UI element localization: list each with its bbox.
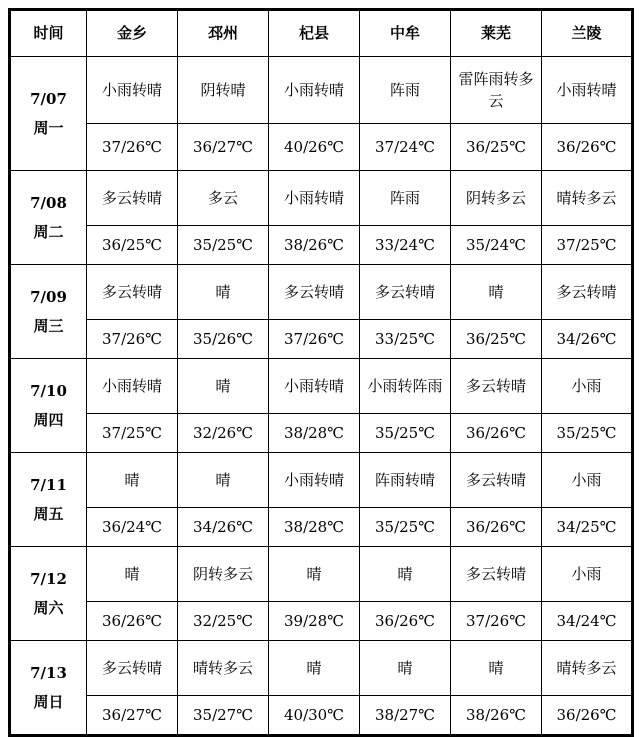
table-row [10,453,633,508]
temp-cell: 35/25℃ [178,226,269,265]
temp-cell: 35/24℃ [451,226,542,265]
weather-cell: 小雨转晴 [87,359,178,414]
temp-cell: 36/27℃ [87,696,178,736]
temp-cell: 37/25℃ [87,414,178,453]
temp-cell: 36/26℃ [542,696,633,736]
temp-cell: 37/26℃ [269,320,360,359]
weather-cell: 晴 [451,641,542,696]
weather-cell: 多云转晴 [451,359,542,414]
weather-cell: 多云转晴 [269,265,360,320]
temp-cell: 37/25℃ [542,226,633,265]
table-row [10,508,633,547]
temp-cell: 35/25℃ [542,414,633,453]
temp-cell: 39/28℃ [269,602,360,641]
weather-cell: 阵雨 [360,171,451,226]
header-city-pizhou: 邳州 [178,10,269,57]
temp-cell: 36/26℃ [451,414,542,453]
date-label: 7/11 [30,476,67,494]
weekday-label: 周六 [33,598,64,617]
temp-cell: 37/26℃ [87,320,178,359]
temp-cell: 37/26℃ [87,124,178,171]
temp-cell: 36/26℃ [542,124,633,171]
weather-cell: 小雨转晴 [269,57,360,124]
temp-cell: 34/26℃ [542,320,633,359]
weekday-label: 周一 [33,118,64,137]
weekday-label: 周二 [33,222,64,241]
weather-cell: 小雨 [542,453,633,508]
weather-cell: 多云转晴 [451,453,542,508]
temp-cell: 36/27℃ [178,124,269,171]
temp-cell: 38/27℃ [360,696,451,736]
table-row [10,641,633,696]
temp-cell: 36/26℃ [451,508,542,547]
header-city-lanling: 兰陵 [542,10,633,57]
weather-cell: 小雨转阵雨 [360,359,451,414]
weather-cell: 阴转多云 [451,171,542,226]
table-row [10,414,633,453]
weather-cell: 多云转晴 [87,265,178,320]
weather-cell: 晴 [360,641,451,696]
table-row [10,359,633,414]
temp-cell: 35/26℃ [178,320,269,359]
temp-cell: 36/25℃ [451,124,542,171]
date-cell [10,57,87,171]
header-city-zhongmu: 中牟 [360,10,451,57]
temp-cell: 33/25℃ [360,320,451,359]
weather-cell: 多云转晴 [360,265,451,320]
table-row [10,265,633,320]
date-cell [10,171,87,265]
weather-cell: 阵雨 [360,57,451,124]
temp-cell: 40/30℃ [269,696,360,736]
date-cell [10,547,87,641]
weather-cell: 小雨 [542,359,633,414]
date-cell [10,265,87,359]
table-row [10,320,633,359]
temp-cell: 36/25℃ [451,320,542,359]
weather-cell: 晴 [451,265,542,320]
temp-cell: 38/26℃ [269,226,360,265]
weather-cell: 小雨转晴 [542,57,633,124]
temp-cell: 35/25℃ [360,508,451,547]
weather-cell: 晴 [178,359,269,414]
temp-cell: 36/26℃ [360,602,451,641]
weather-cell: 晴转多云 [542,641,633,696]
weather-cell: 多云 [178,171,269,226]
weekday-label: 周三 [33,316,64,335]
temp-cell: 34/24℃ [542,602,633,641]
weather-cell: 小雨转晴 [269,453,360,508]
weather-cell: 多云转晴 [87,171,178,226]
weather-cell: 阴转晴 [178,57,269,124]
weather-cell: 小雨 [542,547,633,602]
weather-forecast-table [8,8,634,737]
date-cell [10,453,87,547]
weather-cell: 晴 [269,547,360,602]
date-label: 7/09 [30,288,67,306]
table-row [10,57,633,124]
temp-cell: 35/27℃ [178,696,269,736]
temp-cell: 34/25℃ [542,508,633,547]
table-row [10,171,633,226]
date-cell [10,641,87,736]
temp-cell: 33/24℃ [360,226,451,265]
weather-cell: 小雨转晴 [269,171,360,226]
weather-cell: 阵雨转晴 [360,453,451,508]
table-row [10,226,633,265]
temp-cell: 35/25℃ [360,414,451,453]
weather-cell: 晴 [360,547,451,602]
temp-cell: 38/28℃ [269,508,360,547]
temp-cell: 36/26℃ [87,602,178,641]
temp-cell: 37/26℃ [451,602,542,641]
weather-cell: 晴 [269,641,360,696]
temp-cell: 37/24℃ [360,124,451,171]
table-row [10,124,633,171]
weekday-label: 周日 [33,692,64,711]
weekday-label: 周五 [33,504,64,523]
table-row [10,696,633,736]
weather-cell: 多云转晴 [542,265,633,320]
date-cell [10,359,87,453]
temp-cell: 40/26℃ [269,124,360,171]
temp-cell: 34/26℃ [178,508,269,547]
temp-cell: 32/26℃ [178,414,269,453]
temp-cell: 38/28℃ [269,414,360,453]
header-city-laiwu: 莱芜 [451,10,542,57]
date-label: 7/07 [30,90,67,108]
table-row [10,602,633,641]
header-city-jinxiang: 金乡 [87,10,178,57]
weather-cell: 多云转晴 [451,547,542,602]
weather-cell: 阴转多云 [178,547,269,602]
weather-cell: 晴 [87,547,178,602]
weather-cell: 小雨转晴 [87,57,178,124]
date-label: 7/08 [30,194,67,212]
weather-cell: 多云转晴 [87,641,178,696]
temp-cell: 36/24℃ [87,508,178,547]
table-header-row [10,10,633,57]
temp-cell: 38/26℃ [451,696,542,736]
weather-cell: 小雨转晴 [269,359,360,414]
header-city-qixian: 杞县 [269,10,360,57]
date-label: 7/10 [30,382,67,400]
table-row [10,547,633,602]
weekday-label: 周四 [33,410,64,429]
header-time: 时间 [10,10,87,57]
temp-cell: 32/25℃ [178,602,269,641]
temp-cell: 36/25℃ [87,226,178,265]
weather-cell: 晴转多云 [178,641,269,696]
weather-cell: 晴转多云 [542,171,633,226]
weather-cell: 晴 [87,453,178,508]
weather-cell: 雷阵雨转多云 [451,57,542,124]
date-label: 7/12 [30,570,67,588]
weather-cell: 晴 [178,453,269,508]
weather-cell: 晴 [178,265,269,320]
date-label: 7/13 [30,664,67,682]
